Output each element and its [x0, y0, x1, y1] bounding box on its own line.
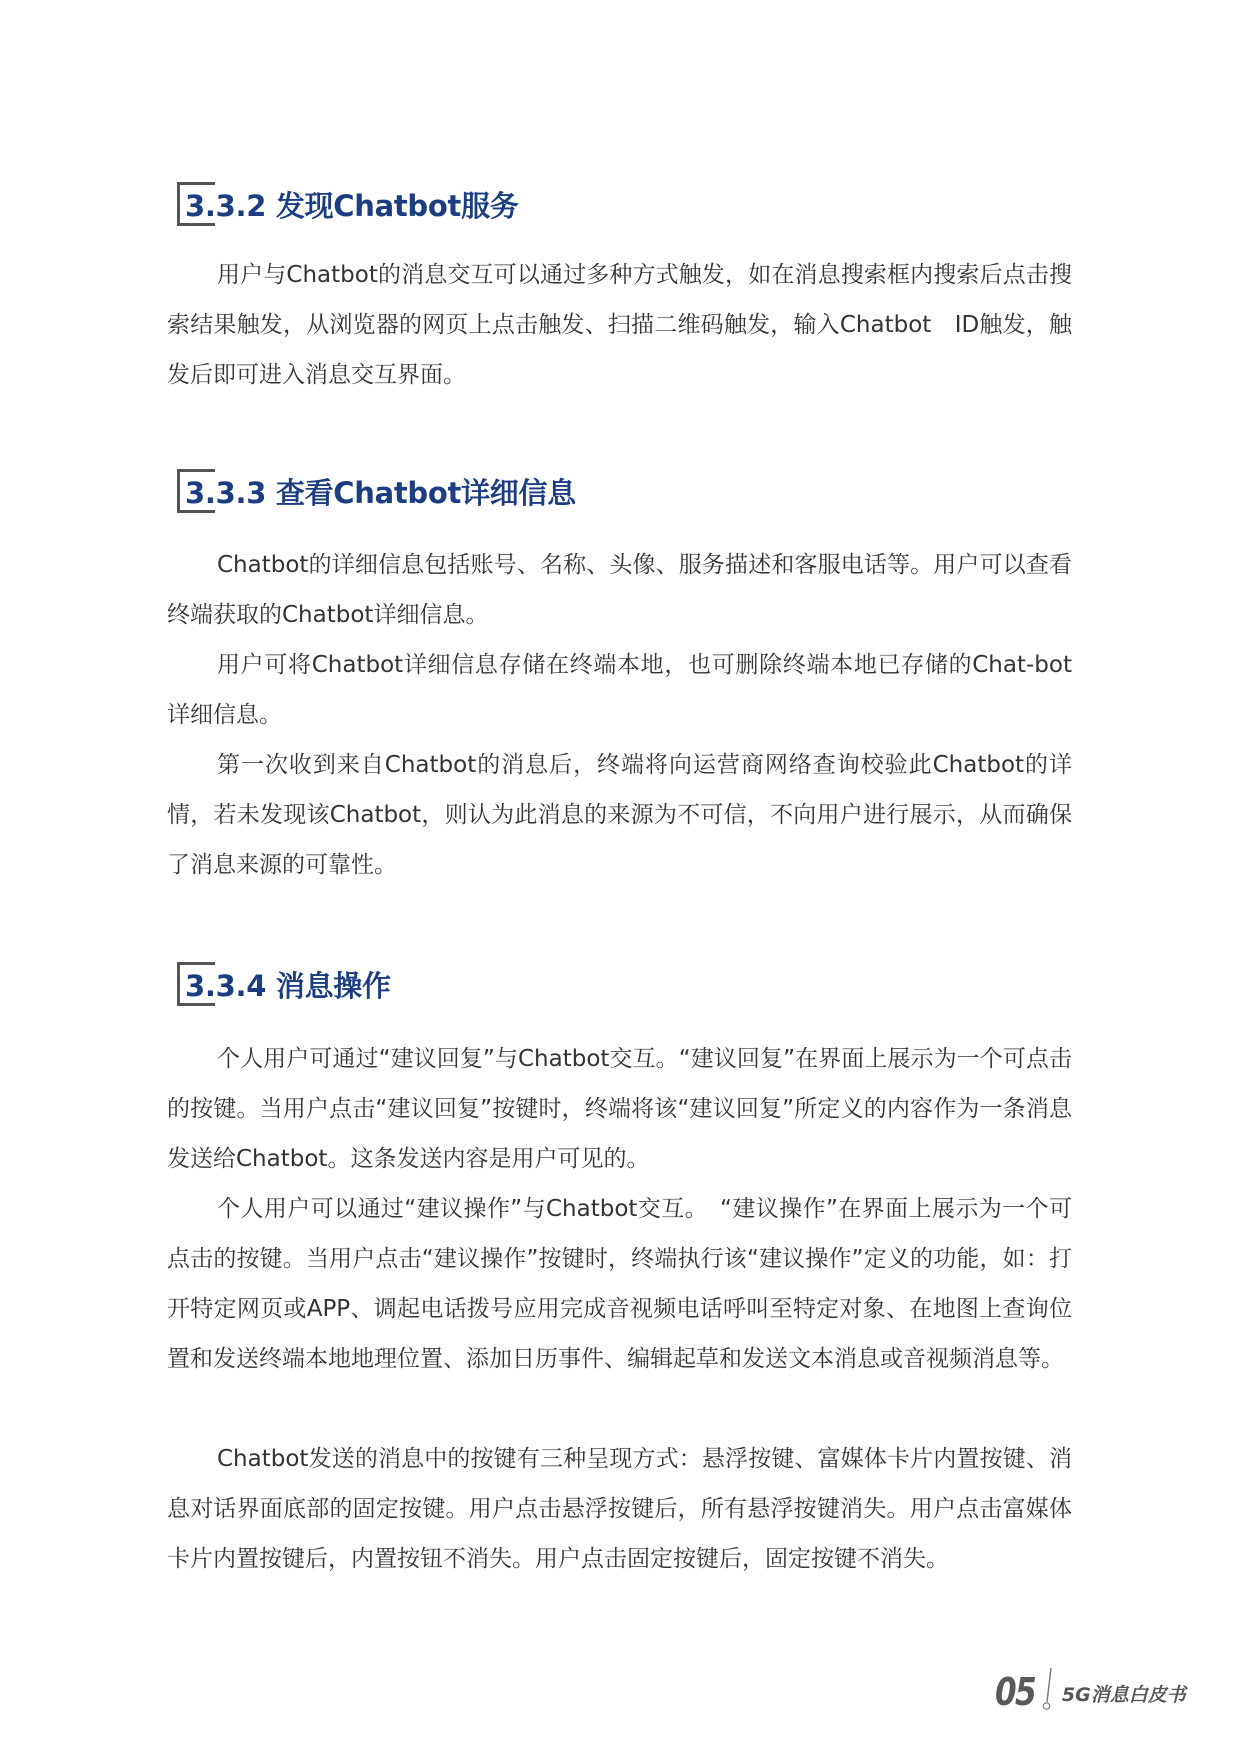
section-title: 3.3.3 查看Chatbot详细信息 [185, 475, 576, 510]
footer-divider-icon [1040, 1666, 1058, 1712]
paragraph: Chatbot的详细信息包括账号、名称、头像、服务描述和客服电话等。用户可以查看终端获取的Chatbot详细信息。 [167, 552, 1072, 628]
paragraph: 个人用户可以通过“建议操作”与Chatbot交互。 “建议操作”在界面上展示为一个可点击的按键。当用户点击“建议操作”按键时，终端执行该“建议操作”定义的功能，如：打开特定网页或APP、调起电话拨号应用完成音视频电话呼叫至特定对象、在地图上查询位置和发送终端本地地理位置、添加日历事件、编辑起草和发送文本消息或音视频消息等。 [167, 1196, 1072, 1372]
paragraph: 个人用户可通过“建议回复”与Chatbot交互。“建议回复”在界面上展示为一个可点击的按键。当用户点击“建议回复”按键时，终端将该“建议回复”所定义的内容作为一条消息发送给Chatbot。这条发送内容是用户可见的。 [167, 1046, 1072, 1172]
paragraph: 用户可将Chatbot详细信息存储在终端本地，也可删除终端本地已存储的Chat-bot详细信息。 [167, 652, 1072, 728]
page-number: 05 [995, 1670, 1036, 1714]
section-heading-3-3-4 [177, 962, 391, 1006]
page-footer [995, 1664, 1186, 1712]
paragraph: 第一次收到来自Chatbot的消息后，终端将向运营商网络查询校验此Chatbot的详情，若未发现该Chatbot，则认为此消息的来源为不可信，不向用户进行展示，从而确保了消息来源的可靠性。 [167, 752, 1072, 878]
section-title: 3.3.4 消息操作 [185, 968, 391, 1003]
section-heading-3-3-2 [177, 182, 518, 226]
section-title: 3.3.2 发现Chatbot服务 [185, 188, 519, 223]
book-title: 5G消息白皮书 [1061, 1684, 1186, 1706]
section-heading-3-3-3 [177, 469, 576, 513]
paragraph: Chatbot发送的消息中的按键有三种呈现方式：悬浮按键、富媒体卡片内置按键、消息对话界面底部的固定按键。用户点击悬浮按键后，所有悬浮按键消失。用户点击富媒体卡片内置按键后，内置按钮不消失。用户点击固定按键后，固定按键不消失。 [167, 1446, 1072, 1572]
paragraph: 用户与Chatbot的消息交互可以通过多种方式触发，如在消息搜索框内搜索后点击搜索结果触发，从浏览器的网页上点击触发、扫描二维码触发，输入Chatbot ID触发，触发后即可进入消息交互界面。 [167, 262, 1072, 388]
